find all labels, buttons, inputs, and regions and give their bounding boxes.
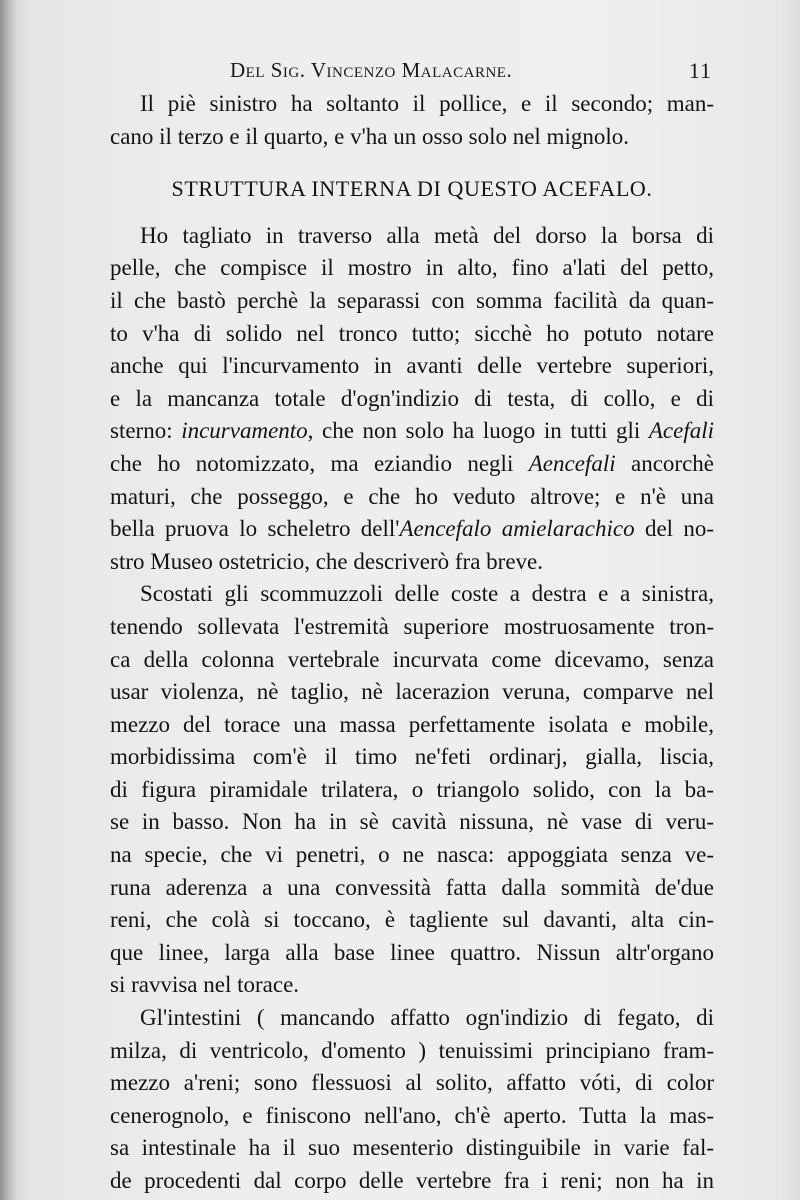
text-line xyxy=(110,448,714,481)
text-line: usar violenza, nè taglio, nè lacerazion veruna, comparve nel xyxy=(110,679,714,705)
text-line: Gl'intestini ( mancando affatto ogn'indizio di fegato, di xyxy=(140,1005,714,1031)
text-line: sa intestinale ha il suo mesenterio distinguibile in varie fal- xyxy=(110,1135,714,1161)
text-line: se in basso. Non ha in sè cavità nissuna, nè vase di veru- xyxy=(110,809,714,835)
running-head xyxy=(112,54,712,84)
text-line: stro Museo ostetricio, che descriverò fra breve. xyxy=(110,548,544,574)
text-line: na specie, che vi penetri, o ne nasca: appoggiata senza ve- xyxy=(110,842,714,868)
paragraph-2 xyxy=(110,578,714,1002)
paragraph-3 xyxy=(110,1002,714,1198)
text-line: di figura piramidale trilatera, o triangolo solido, con la ba- xyxy=(110,776,714,802)
text-fragment: del no- xyxy=(644,516,714,542)
text-line: Scostati gli scommuzzoli delle coste a destra e a sinistra, xyxy=(140,581,714,607)
text-line: cenerognolo, e finiscono nell'ano, ch'è aperto. Tutta la mas- xyxy=(110,1102,714,1128)
text-fragment: , che non solo ha luogo in tutti gli xyxy=(307,418,641,444)
text-line: Il piè sinistro ha soltanto il pollice, e il secondo; man- xyxy=(140,91,714,116)
italic-term: Acefali xyxy=(648,418,714,444)
text-line: reni, che colà si toccano, è tagliente sul davanti, alta cin- xyxy=(110,907,714,933)
text-line: il che bastò perchè la separassi con somma facilità da quan- xyxy=(110,287,714,313)
section-heading: STRUTTURA INTERNA DI QUESTO ACEFALO. xyxy=(171,176,653,202)
text-line: to v'ha di solido nel tronco tutto; sicchè ho potuto notare xyxy=(110,320,714,346)
text-line xyxy=(110,415,714,448)
text-line: de procedenti dal corpo delle vertebre fra i reni; non ha in xyxy=(110,1168,714,1193)
text-line: anche qui l'incurvamento in avanti delle vertebre superiori, xyxy=(110,353,714,379)
text-line: cano il terzo e il quarto, e v'ha un osso solo nel mignolo. xyxy=(110,123,629,149)
text-fragment: che ho notomizzato, ma eziandio negli xyxy=(110,450,514,476)
intro-paragraph xyxy=(110,88,714,153)
text-line: Ho tagliato in traverso alla metà del dorso la borsa di xyxy=(140,222,714,248)
paragraph-1 xyxy=(110,220,714,579)
page-number: 11 xyxy=(688,58,712,83)
italic-term: Aencefali xyxy=(528,450,616,476)
text-line: runa aderenza a una convessità fatta dalla sommità de'due xyxy=(110,874,714,900)
text-line: milza, di ventricolo, d'omento ) tenuissimi principiano fram- xyxy=(110,1037,714,1063)
text-line: si ravvisa nel torace. xyxy=(110,972,300,998)
text-line: ca della colonna vertebrale incurvata come dicevamo, senza xyxy=(110,646,714,672)
running-head-title: Del Sig. Vincenzo Malacarne. xyxy=(230,58,513,82)
italic-term: incurvamento xyxy=(181,418,308,444)
body-text xyxy=(110,88,714,1198)
text-line: morbidissima com'è il timo ne'feti ordinarj, gialla, liscia, xyxy=(110,744,714,770)
text-fragment: sterno: xyxy=(110,418,173,444)
page-spine-shadow xyxy=(0,0,16,1200)
text-line: que linee, larga alla base linee quattro. Nissun altr'organo xyxy=(110,939,714,965)
text-line: pelle, che compisce il mostro in alto, fino a'lati del petto, xyxy=(110,255,714,281)
italic-term: Aencefalo amielarachico xyxy=(399,516,635,542)
text-line: tenendo sollevata l'estremità superiore mostruosamente tron- xyxy=(110,613,714,639)
text-line xyxy=(110,513,714,546)
text-line: mezzo del torace una massa perfettamente isolata e mobile, xyxy=(110,711,714,737)
text-line: e la mancanza totale d'ogn'indizio di testa, di collo, e di xyxy=(110,385,714,411)
text-fragment: bella pruova lo scheletro dell' xyxy=(110,516,400,542)
text-line: mezzo a'reni; sono flessuosi al solito, affatto vóti, di color xyxy=(110,1070,714,1096)
text-fragment: ancorchè xyxy=(631,450,714,476)
text-line: maturi, che posseggo, e che ho veduto altrove; e n'è una xyxy=(110,483,714,509)
